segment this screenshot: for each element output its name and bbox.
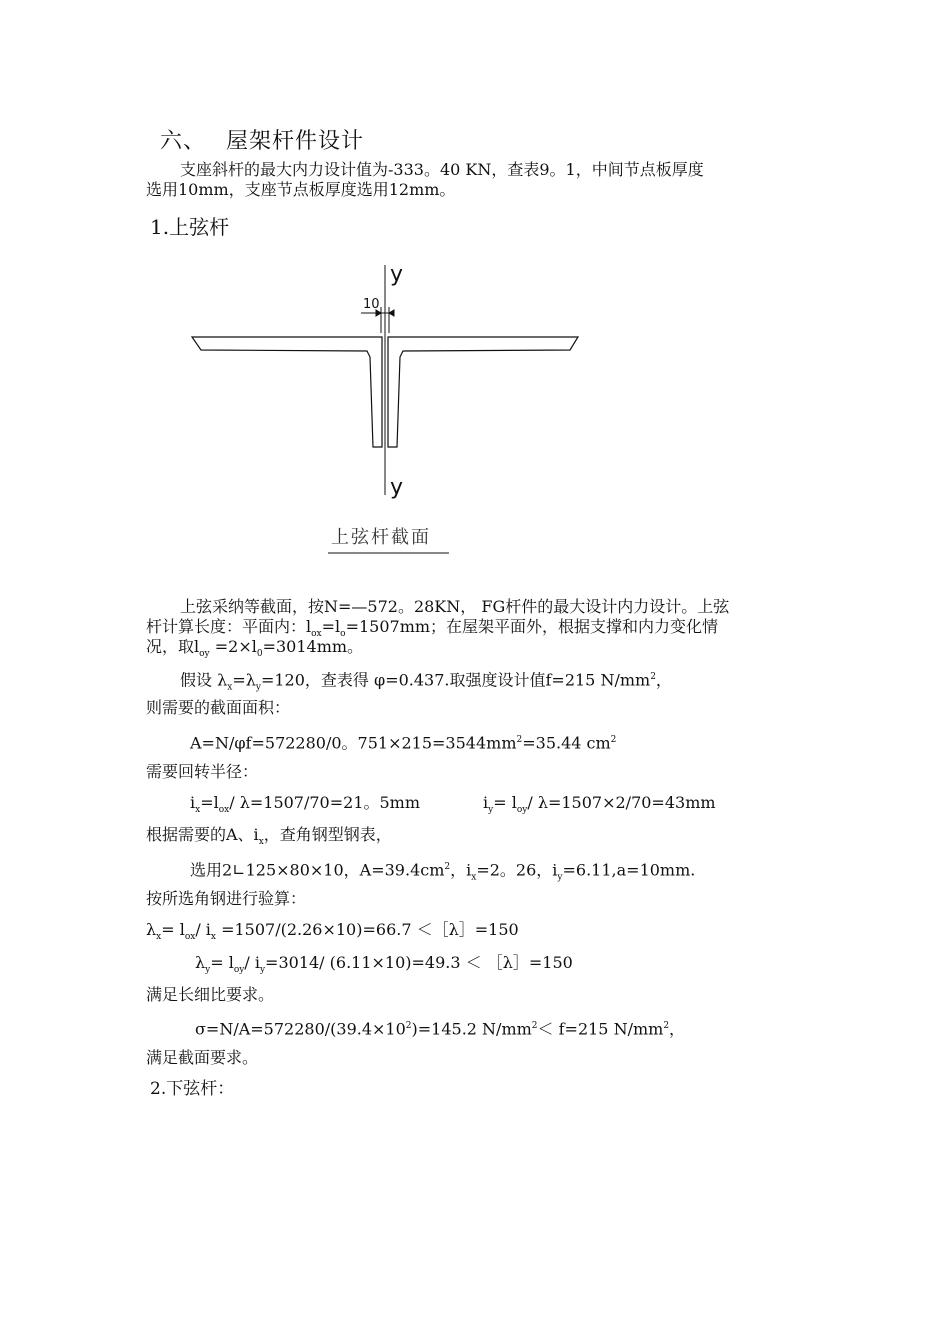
left-angle xyxy=(192,337,382,447)
section-ok: 满足截面要求。 xyxy=(146,1048,259,1067)
section-title: 屋架杆件设计 xyxy=(226,129,365,154)
radius-y: $i_y= l_{oy}/$ λ=1507×2/70=43mm xyxy=(483,793,716,816)
y-axis-label-top: y xyxy=(390,262,404,287)
subsection-1-title: 1.上弦杆 xyxy=(150,215,230,239)
radius-x: $i_x=l_{ox}/$ λ=1507/70=21。5mm xyxy=(190,793,421,816)
section-heading xyxy=(160,124,364,155)
dimension-label: 10 xyxy=(363,297,380,312)
need-area-label: 则需要的截面面积： xyxy=(146,698,291,717)
slenderness-ok: 满足长细比要求。 xyxy=(146,985,275,1004)
intro-line-2: 选用10mm，支座节点板厚度选用12mm。 xyxy=(146,180,456,199)
select-line: 选用2∟125×80×10，$A=39.4cm^2$，$i_x=2$。26，$i_y=6.11,a=10mm$. xyxy=(190,860,696,883)
lambda-y-check: $\lambda_y= l_{oy}/$ $i_y=3014/$ (6.11×10)=49.3 ＜ ［λ］=150 xyxy=(195,953,573,976)
y-axis-label-bottom: y xyxy=(390,475,404,500)
assumption-line: 假设 $\lambda_x=\lambda_y=120$，查表得 φ=0.437.取强度设计值f=215 $N/mm^2$， xyxy=(180,670,672,693)
figure-caption: 上弦杆截面 xyxy=(331,527,431,548)
para-line-1: 上弦采纳等截面，按N=—572。28KN， FG杆件的最大设计内力设计。上弦 xyxy=(180,597,730,616)
section-figure xyxy=(185,255,595,560)
section-number: 六、 xyxy=(160,129,207,154)
para-line-2: 杆计算长度：平面内：$l_{ox}=l_o=1507mm$；在屋架平面外，根据支撑和内力变化情 xyxy=(146,617,719,640)
stress-check: $\sigma=N/A=572280/(39.4\times 10^2)=145.2$ $N/mm^2< f=215$ $N/mm^2$， xyxy=(195,1019,686,1039)
para-line-3: 况，取$l_{oy} =2\times l_0=3014mm$。 xyxy=(146,637,364,660)
intro-line-1: 支座斜杆的最大内力设计值为-333。40 KN，查表9。1，中间节点板厚度 xyxy=(180,160,704,179)
subsection-2-title: 2.下弦杆： xyxy=(150,1079,235,1099)
need-radius-label: 需要回转半径： xyxy=(146,762,259,781)
area-formula: A=N/φf=572280/0。$751\times 215=3544mm^2=35.44$ $cm^2$ xyxy=(190,733,617,753)
right-angle xyxy=(388,337,578,447)
lambda-x-check: $\lambda_x= l_{ox}/$ $i_x =1507/(2.26\times 10)=66.7$ ＜［λ］=150 xyxy=(146,920,519,943)
lookup-line: 根据需要的A、$i_x$，查角钢型钢表， xyxy=(146,825,392,848)
check-title: 按所选角钢进行验算： xyxy=(146,889,307,908)
